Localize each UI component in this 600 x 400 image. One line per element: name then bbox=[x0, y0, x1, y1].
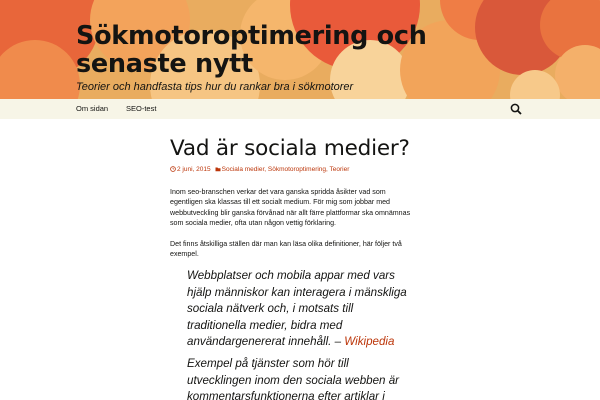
clock-icon bbox=[170, 166, 176, 172]
quote-line: Webbplatser och mobila appar med vars bbox=[187, 269, 395, 282]
text-line: exempel. bbox=[170, 250, 199, 259]
nav-item-seo-test[interactable]: SEO-test bbox=[126, 104, 157, 113]
post-paragraph bbox=[170, 239, 432, 260]
post-meta bbox=[170, 166, 349, 173]
quote-line: hjälp människor kan interagera i mänskliga bbox=[187, 285, 407, 299]
nav-item-om-sidan[interactable]: Om sidan bbox=[76, 104, 109, 113]
quote-line: kommentarsfunktionerna efter artiklar i bbox=[187, 390, 385, 400]
text-line: Inom seo-branschen verkar det vara ganska spridda åsikter vad som bbox=[170, 188, 386, 196]
blockquote bbox=[187, 356, 437, 400]
post-date[interactable]: 2 juni, 2015 bbox=[177, 166, 211, 173]
quote-line: traditionella medier, bidra med bbox=[187, 318, 343, 332]
text-line: webbutveckling blir ganska förvånad när allt färre plattformar ska omnämnas bbox=[170, 208, 411, 217]
post-title[interactable]: Vad är sociala medier? bbox=[170, 136, 410, 161]
site-title-line: senaste nytt bbox=[76, 49, 253, 79]
post-categories[interactable]: Sociala medier, Sökmotoroptimering, Teorier bbox=[221, 166, 350, 173]
text-line: Det finns åtskilliga ställen där man kan läsa olika definitioner, här följer två bbox=[170, 240, 402, 248]
site-description: Teorier och handfasta tips hur du rankar bra i sökmotorer bbox=[76, 81, 354, 93]
quote-line bbox=[187, 334, 437, 351]
text-line: som sociala medier, ofta utan någon vettig förklaring. bbox=[170, 219, 337, 228]
site-title[interactable] bbox=[76, 22, 496, 78]
wikipedia-link[interactable]: Wikipedia bbox=[344, 335, 395, 349]
text-line: egentligen ska klassas till ett socialt medium. För mig som jobbar med bbox=[170, 198, 390, 207]
quote-line: utvecklingen inom den sociala webben är bbox=[187, 373, 400, 387]
site-title-line: Sökmotoroptimering och bbox=[76, 21, 427, 51]
site-header bbox=[0, 0, 600, 99]
quote-line: Exempel på tjänster som hör till bbox=[187, 357, 349, 370]
blockquote bbox=[187, 268, 437, 351]
quote-line: sociala nätverk och, i motsats till bbox=[187, 302, 354, 316]
post-paragraph bbox=[170, 187, 432, 229]
search-icon[interactable] bbox=[510, 103, 522, 115]
quote-text: användargenererat innehåll. – bbox=[187, 335, 342, 349]
folder-icon bbox=[215, 166, 221, 172]
